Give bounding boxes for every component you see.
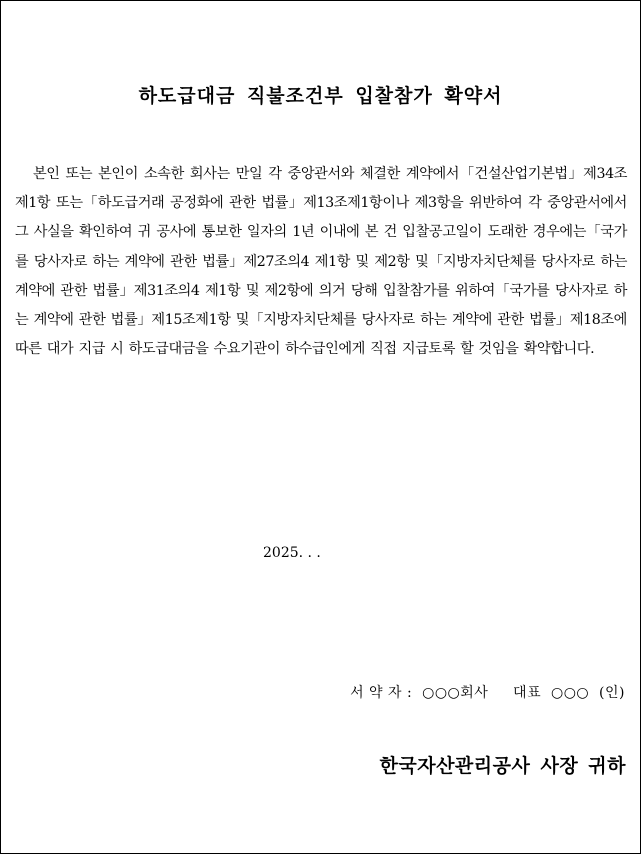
document-title: 하도급대금 직불조건부 입찰참가 확약서 <box>138 85 503 107</box>
recipient-line: 한국자산관리공사 사장 귀하 <box>379 755 626 777</box>
pledge-body-text: 본인 또는 본인이 소속한 회사는 만일 각 중앙관서와 체결한 계약에서「건설산업기본법」제34조제1항 또는「하도급거래 공정화에 관한 법률」제13조제1항이나 제3항을 위반하여 각 중앙관서에서 그 사실을 확인하여 귀 공사에 통보한 일자의 1년 이내에 본 건 입찰공고일이 도래한 경우에는「국가를 당사자로 하는 계약에 관한 법률」제27조의4 제1항 및 제2항 및「지방자치단체를 당사자로 하는 계약에 관한 법률」제31조의4 제1항 및 제2항에 의거 당해 입찰참가를 위하여「국가를 당사자로 하는 계약에 관한 법률」제15조제1항 및「지방자치단체를 당사자로 하는 계약에 관한 법률」제18조에 따른 대가 지급 시 하도급대금을 수요기관이 하수급인에게 직접 지급토록 할 것임을 확약합니다. <box>15 166 627 358</box>
signer-line: 서 약 자 : ○○○회사 대표 ○○○ (인) <box>350 685 625 701</box>
date-line: 2025. . . <box>263 545 321 561</box>
